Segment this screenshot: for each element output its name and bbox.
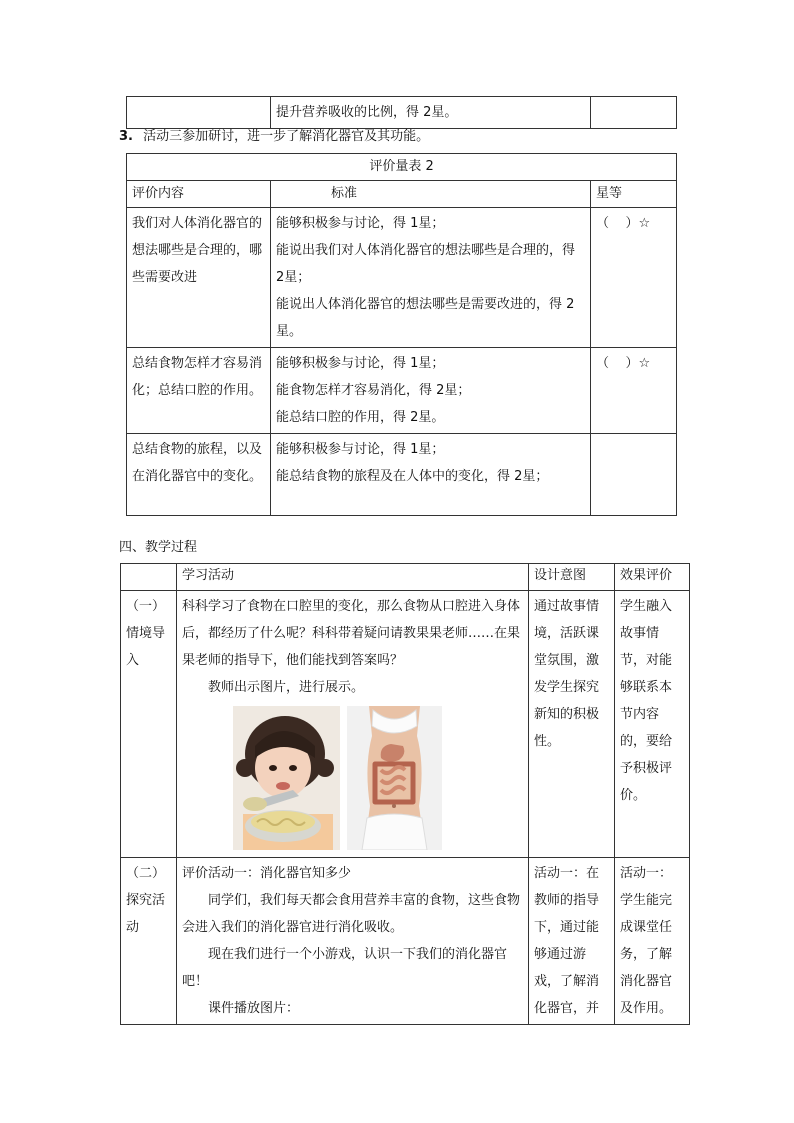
rating-table [126,153,677,516]
activity-paragraph: 评价活动一：消化器官知多少 [182,866,352,881]
rating-row-content: 我们对人体消化器官的想法哪些是合理的，哪些需要改进 [127,208,271,348]
activity3-num: 3. [119,129,133,144]
intent-cell: 活动一：在教师的指导下，通过能够通过游戏，了解消化器官，并 [529,858,615,1025]
activity3-text: 活动三参加研讨，进一步了解消化器官及其功能。 [143,129,430,144]
activity3-line [119,128,429,146]
digestive-system-icon [347,706,442,850]
rating-row-standard: 能够积极参与讨论，得 1星； 能食物怎样才容易消化，得 2星； 能总结口腔的作用，得 2星。 [271,348,591,434]
top-cell-2: 提升营养吸收的比例，得 2星。 [271,97,591,129]
top-cell-1 [127,97,271,129]
rating-table-title: 评价量表 2 [127,154,677,181]
process-header-eval: 效果评价 [615,564,690,591]
top-table [126,96,677,129]
girl-eating-icon [233,706,340,850]
process-header-activity: 学习活动 [177,564,529,591]
activity-paragraph: 教师出示图片，进行展示。 [208,680,365,695]
process-header-intent: 设计意图 [529,564,615,591]
intent-cell: 通过故事情境，活跃课堂氛围，激发学生探究新知的积极性。 [529,591,615,858]
rating-row-standard: 能够积极参与讨论，得 1星； 能说出我们对人体消化器官的想法哪些是合理的，得 2星； 能说出人体消化器官的想法哪些是需要改进的，得 2星。 [271,208,591,348]
activity-paragraph: 同学们，我们每天都会食用营养丰富的食物，这些食物会进入我们的消化器官进行消化吸收。 [182,893,521,935]
rating-row-content: 总结食物的旅程，以及在消化器官中的变化。 [127,434,271,516]
digestive-system-image [347,706,442,850]
process-header-stage [121,564,177,591]
activity-cell [177,858,529,1025]
section4-title: 四、教学过程 [119,540,198,555]
rating-header-stars: 星等 [591,181,677,208]
rating-row-stars: （ ）☆ [591,348,677,434]
activity-paragraph: 课件播放图片： [208,1001,300,1016]
stage-cell: （二）探究活动 [121,858,177,1025]
stage-cell: （一）情境导入 [121,591,177,858]
girl-eating-image [233,706,340,850]
activity-paragraph: 科科学习了食物在口腔里的变化，那么食物从口腔进入身体后，都经历了什么呢？科科带着疑问请教果果老师……在果果老师的指导下，他们能找到答案吗？ [182,599,521,668]
rating-row-content: 总结食物怎样才容易消化；总结口腔的作用。 [127,348,271,434]
rating-row-standard: 能够积极参与讨论，得 1星； 能总结食物的旅程及在人体中的变化，得 2星； [271,434,591,516]
top-cell-3 [591,97,677,129]
rating-header-content: 评价内容 [127,181,271,208]
activity-paragraph: 现在我们进行一个小游戏，认识一下我们的消化器官吧！ [182,947,508,989]
eval-cell: 学生融入故事情节，对能够联系本节内容的，要给予积极评价。 [615,591,690,858]
rating-row-stars [591,434,677,516]
rating-header-standard: 标准 [271,181,591,208]
eval-cell: 活动一：学生能完成课堂任务，了解消化器官及作用。 [615,858,690,1025]
rating-row-stars: （ ）☆ [591,208,677,348]
